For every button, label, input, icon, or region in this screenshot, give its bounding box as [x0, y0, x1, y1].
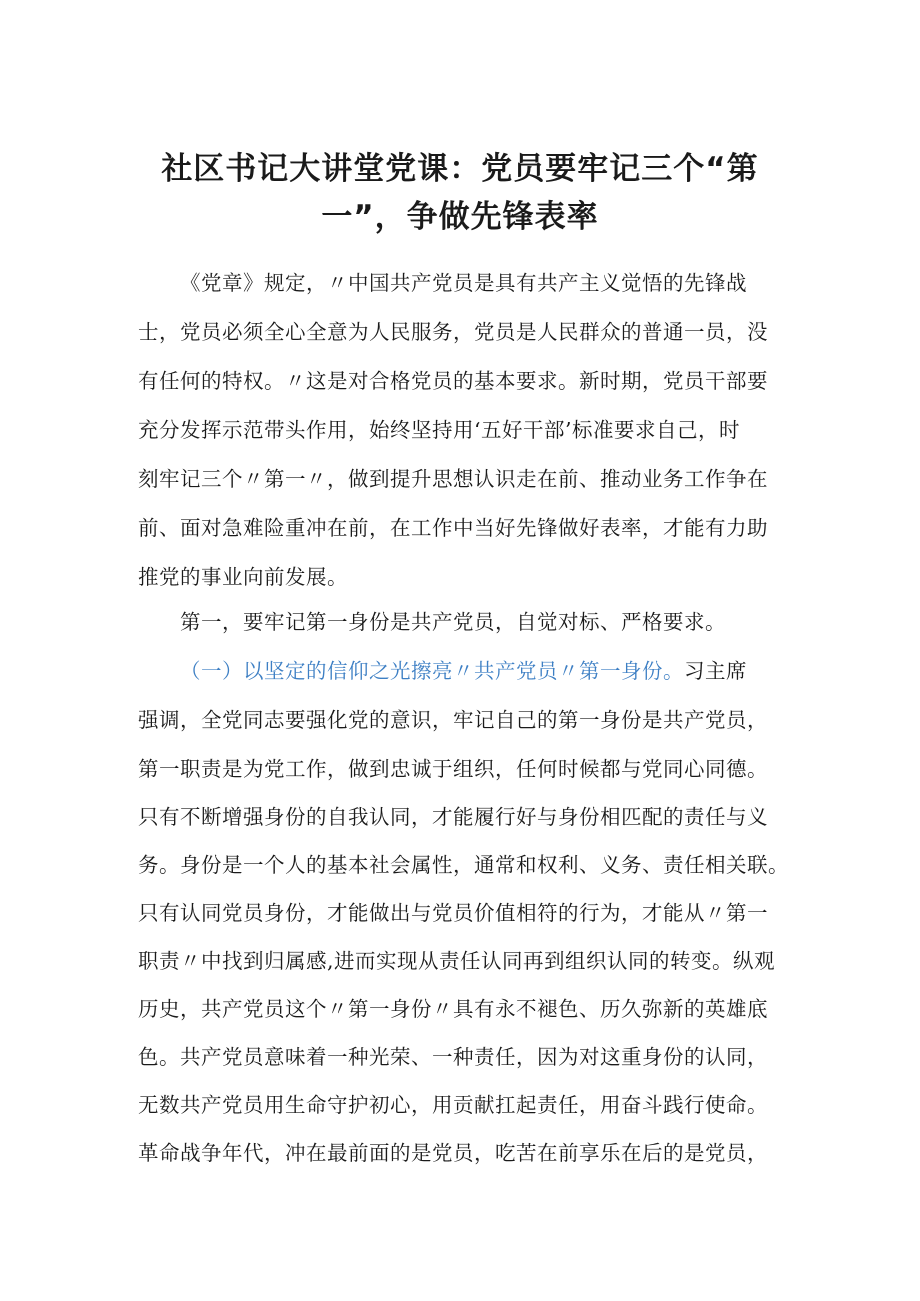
section-heading: 第一，要牢记第一身份是共产党员，自觉对标、严格要求。 — [180, 610, 726, 634]
paragraph-line: 有任何的特权。〃这是对合格党员的基本要求。新时期，党员干部要 — [138, 369, 768, 393]
subsection-heading: （一）以坚定的信仰之光擦亮〃共产党员〃第一身份。 — [180, 659, 684, 683]
paragraph-line: 前、面对急难险重冲在前，在工作中当好先锋做好表率，才能有力助 — [138, 516, 768, 540]
document-title-line-2: 一”，争做先锋表率 — [321, 199, 599, 235]
paragraph-text: 习主席 — [684, 659, 747, 683]
paragraph-line: 务。身份是一个人的基本社会属性，通常和权利、义务、责任相关联。 — [138, 853, 789, 877]
paragraph-line: 第一职责是为党工作，做到忠诚于组织，任何时候都与党同心同德。 — [138, 757, 768, 781]
paragraph-line: 刻牢记三个〃第一〃，做到提升思想认识走在前、推动业务工作争在 — [138, 467, 768, 491]
paragraph-line: 历史，共产党员这个〃第一身份〃具有永不褪色、历久弥新的英雄底 — [138, 997, 768, 1021]
paragraph-line: 推党的事业向前发展。 — [138, 565, 348, 589]
paragraph-line: 强调，全党同志要强化党的意识，牢记自己的第一身份是共产党员， — [138, 708, 768, 732]
paragraph-line: 只有认同党员身份，才能做出与党员价值相符的行为，才能从〃第一 — [138, 901, 768, 925]
subsection-heading-line — [180, 654, 747, 684]
paragraph-line: 士，党员必须全心全意为人民服务，党员是人民群众的普通一员，没 — [138, 320, 768, 344]
paragraph-line: 《党章》规定，〃中国共产党员是具有共产主义觉悟的先锋战 — [180, 271, 747, 295]
paragraph-line: 无数共产党员用生命守护初心，用贡献扛起责任，用奋斗践行使命。 — [138, 1093, 768, 1117]
paragraph-line: 色。共产党员意味着一种光荣、一种责任，因为对这重身份的认同， — [138, 1045, 768, 1069]
document-title-line-1: 社区书记大讲堂党课：党员要牢记三个“第 — [161, 151, 759, 187]
paragraph-line: 革命战争年代，冲在最前面的是党员，吃苦在前享乐在后的是党员， — [138, 1141, 768, 1165]
paragraph-line: 职责〃中找到归属感,进而实现从责任认同再到组织认同的转变。纵观 — [138, 949, 776, 973]
paragraph-line: 充分发挥示范带头作用，始终坚持用‘五好干部’标准要求自己，时 — [138, 418, 741, 442]
paragraph-line: 只有不断增强身份的自我认同，才能履行好与身份相匹配的责任与义 — [138, 805, 768, 829]
